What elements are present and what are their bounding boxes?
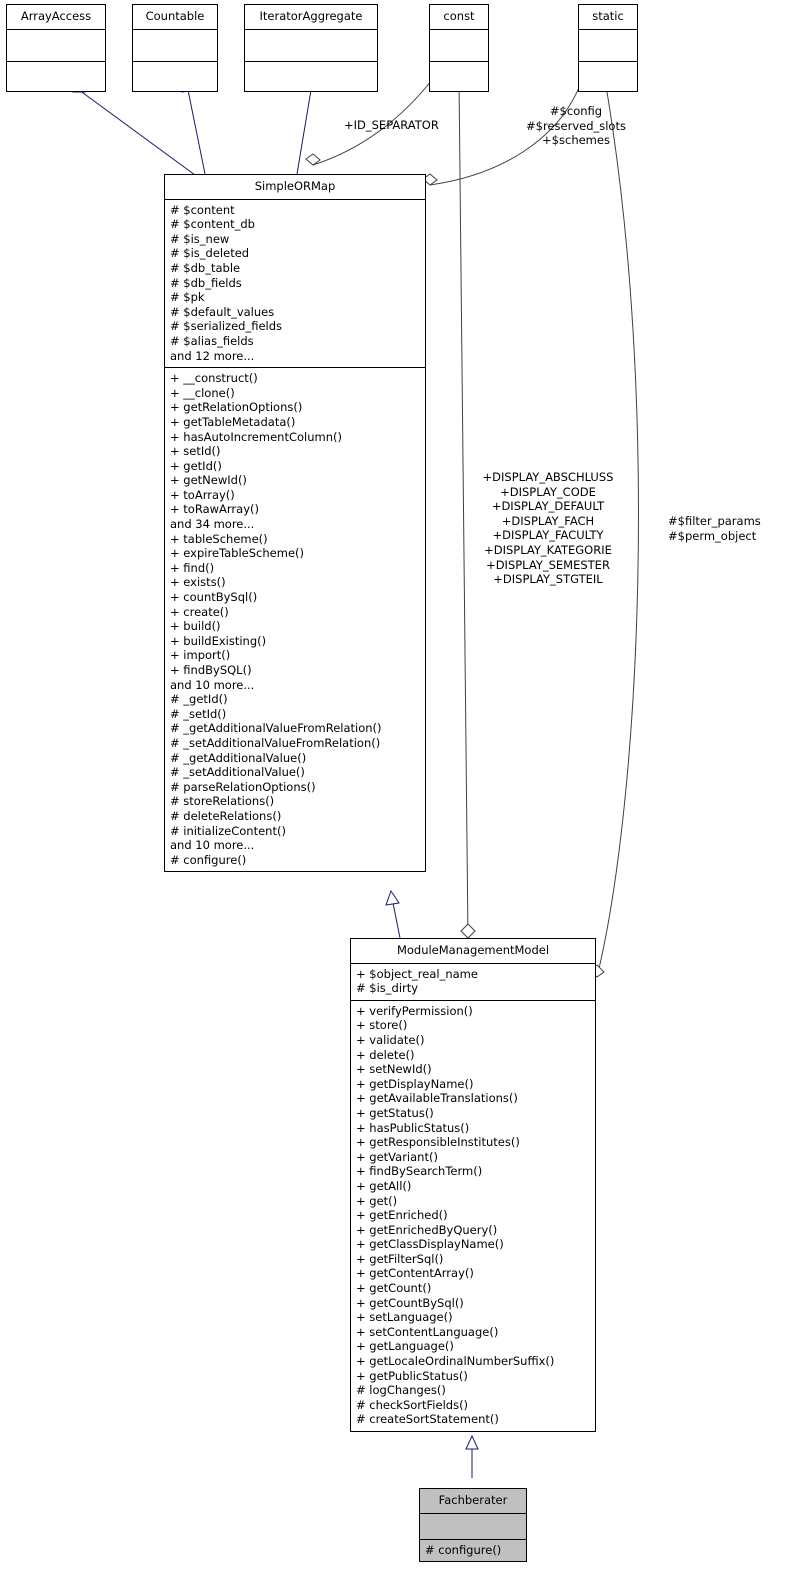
edge-label-line: +DISPLAY_DEFAULT: [491, 499, 605, 514]
class-title: ArrayAccess: [20, 9, 92, 23]
operations-section: [351, 1001, 595, 1431]
attribute-item: # $db_table: [170, 260, 241, 275]
edge-label-line: +DISPLAY_CODE: [500, 484, 596, 499]
operation-item: + findBySQL(): [170, 663, 252, 677]
attribute-item: # $is_dirty: [356, 981, 419, 996]
operation-item: # _getAdditionalValue(): [170, 750, 307, 765]
attribute-item: # $pk: [170, 290, 205, 305]
edge-label-line: #$reserved_slots: [526, 118, 626, 133]
operations-section: [133, 62, 217, 91]
operation-item: # checkSortFields(): [356, 1397, 469, 1412]
operations-section: [7, 62, 105, 91]
operation-item: and 10 more...: [170, 838, 255, 853]
operation-item: # _setAdditionalValue(): [170, 765, 305, 780]
operation-item: + delete(): [356, 1047, 415, 1062]
class-title: Countable: [145, 9, 205, 23]
class-title: static: [592, 9, 624, 23]
operation-item: + getAvailableTranslations(): [356, 1091, 518, 1106]
operation-item: + countBySql(): [170, 590, 258, 605]
edge-label-line: +$schemes: [542, 133, 610, 148]
class-title: IteratorAggregate: [259, 9, 363, 23]
attribute-item: + $object_real_name: [356, 966, 478, 981]
class-node-module-management-model[interactable]: [350, 938, 596, 1432]
operation-item: + getStatus(): [356, 1105, 434, 1120]
operation-item: + import(): [170, 648, 231, 663]
attribute-item: # $content_db: [170, 217, 255, 232]
operation-item: + getAll(): [356, 1178, 412, 1193]
attributes-section: [133, 30, 217, 61]
operation-item: + getEnrichedByQuery(): [356, 1222, 498, 1237]
operation-item: + build(): [170, 619, 221, 634]
operations-section: [420, 1540, 526, 1562]
edge-label-line: +DISPLAY_SEMESTER: [486, 557, 610, 572]
attributes-section: [245, 30, 377, 61]
class-title: ModuleManagementModel: [396, 943, 550, 957]
edge-label-line: #$config: [549, 104, 603, 118]
operation-item: # _getId(): [170, 692, 228, 707]
operation-item: + __clone(): [170, 385, 235, 400]
operation-item: + getResponsibleInstitutes(): [356, 1135, 520, 1150]
operation-item: + hasAutoIncrementColumn(): [170, 429, 342, 444]
operation-item: + hasPublicStatus(): [356, 1120, 470, 1135]
operation-item: + getNewId(): [170, 473, 247, 488]
operation-item: # createSortStatement(): [356, 1412, 499, 1427]
operation-item: + __construct(): [170, 371, 258, 386]
operation-item: + setNewId(): [356, 1062, 432, 1077]
class-title: SimpleORMap: [254, 179, 336, 193]
class-node-const[interactable]: [429, 4, 489, 92]
class-node-countable[interactable]: [132, 4, 218, 92]
operation-item: and 10 more...: [170, 677, 255, 692]
operation-item: + create(): [170, 604, 229, 619]
operation-item: + get(): [356, 1193, 398, 1208]
operation-item: + expireTableScheme(): [170, 546, 304, 561]
operation-item: + getCount(): [356, 1281, 432, 1296]
operation-item: + setContentLanguage(): [356, 1324, 499, 1339]
operation-item: + verifyPermission(): [356, 1003, 473, 1018]
attributes-section: [430, 30, 488, 61]
edge-label-line: +DISPLAY_KATEGORIE: [484, 542, 612, 557]
attribute-item: and 12 more...: [170, 348, 255, 363]
operation-item: + toRawArray(): [170, 502, 259, 517]
operation-item: + getVariant(): [356, 1149, 438, 1164]
operation-item: + getRelationOptions(): [170, 400, 303, 415]
operation-item: # deleteRelations(): [170, 808, 282, 823]
attribute-item: # $content: [170, 202, 235, 217]
class-node-array-access[interactable]: [6, 4, 106, 92]
operation-item: # _setAdditionalValueFromRelation(): [170, 735, 381, 750]
operation-item: + setLanguage(): [356, 1310, 453, 1325]
attributes-section: [579, 30, 637, 61]
attribute-item: # $is_deleted: [170, 246, 250, 261]
edge-label-line: +DISPLAY_STGTEIL: [493, 572, 603, 587]
edge-label-line: #$perm_object: [668, 528, 757, 543]
operation-item: + store(): [356, 1018, 408, 1033]
operation-item: # storeRelations(): [170, 794, 275, 809]
attribute-item: # $alias_fields: [170, 333, 254, 348]
attributes-section: [420, 1514, 526, 1539]
operation-item: + getDisplayName(): [356, 1076, 474, 1091]
operation-item: + buildExisting(): [170, 633, 267, 648]
edge-label-line: +DISPLAY_ABSCHLUSS: [482, 470, 614, 484]
edge-label-id-separator: +ID_SEPARATOR: [344, 118, 439, 132]
operation-item: + findBySearchTerm(): [356, 1164, 483, 1179]
operation-item: + validate(): [356, 1032, 425, 1047]
operation-item: # configure(): [170, 852, 247, 867]
operation-item: and 34 more...: [170, 517, 255, 532]
attribute-item: # $db_fields: [170, 275, 242, 290]
operation-item: + getFilterSql(): [356, 1251, 444, 1266]
edge-label-const-display-constants: [474, 470, 622, 587]
operation-item: + getId(): [170, 458, 222, 473]
attribute-item: # $is_new: [170, 231, 230, 246]
operations-section: [430, 62, 488, 91]
edge-label-line: #$filter_params: [668, 514, 761, 528]
attributes-section: [7, 30, 105, 61]
operation-item: + getContentArray(): [356, 1266, 474, 1281]
operation-item: # configure(): [425, 1542, 502, 1557]
attributes-section: [165, 200, 425, 368]
class-node-iterator-aggregate[interactable]: [244, 4, 378, 92]
operation-item: + tableScheme(): [170, 531, 268, 546]
operation-item: + getCountBySql(): [356, 1295, 464, 1310]
operation-item: # _getAdditionalValueFromRelation(): [170, 721, 382, 736]
operations-section: [165, 368, 425, 871]
operation-item: + getTableMetadata(): [170, 414, 296, 429]
operation-item: + exists(): [170, 575, 226, 590]
operation-item: + find(): [170, 560, 215, 575]
class-node-static[interactable]: [578, 4, 638, 92]
operation-item: + toArray(): [170, 487, 235, 502]
class-node-simple-ormap[interactable]: [164, 174, 426, 872]
operation-item: + getLocaleOrdinalNumberSuffix(): [356, 1354, 555, 1369]
operation-item: # parseRelationOptions(): [170, 779, 316, 794]
operation-item: + setId(): [170, 444, 221, 459]
attribute-item: # $default_values: [170, 304, 275, 319]
attribute-item: # $serialized_fields: [170, 319, 283, 334]
class-title: Fachberater: [438, 1493, 508, 1507]
class-title: const: [443, 9, 475, 23]
operations-section: [579, 62, 637, 91]
edge-label-static-module: [668, 514, 761, 543]
operation-item: # _setId(): [170, 706, 227, 721]
operations-section: [245, 62, 377, 91]
edge-label-line: +DISPLAY_FACH: [501, 513, 595, 528]
edge-label-line: +DISPLAY_FACULTY: [492, 528, 604, 543]
operation-item: + getLanguage(): [356, 1339, 454, 1354]
operation-item: + getPublicStatus(): [356, 1368, 468, 1383]
class-node-fachberater[interactable]: [419, 1488, 527, 1562]
operation-item: + getClassDisplayName(): [356, 1237, 504, 1252]
attributes-section: [351, 964, 595, 1000]
operation-item: # logChanges(): [356, 1383, 446, 1398]
operation-item: # initializeContent(): [170, 823, 286, 838]
edge-label-static-simple-ormap: [524, 104, 628, 148]
operation-item: + getEnriched(): [356, 1208, 448, 1223]
